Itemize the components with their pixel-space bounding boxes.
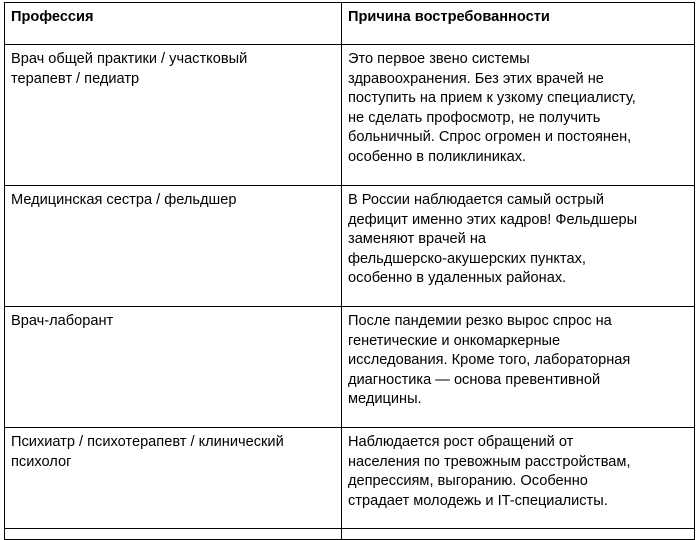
- table-row: [5, 186, 695, 307]
- table-row: [5, 45, 695, 186]
- profession-text: Психиатр / психотерапевт / клинический психолог: [11, 434, 284, 470]
- professions-table: [4, 2, 695, 540]
- header-profession: Профессия: [5, 3, 342, 45]
- table-row: [5, 307, 695, 428]
- reason-text: Это первое звено системы здравоохранения. Без этих врачей не поступить на прием к узкому специалисту, не сделать профосмотр, не получить больничный. Спрос огромен и постоянен, особенно в поликлиниках.: [348, 51, 636, 165]
- profession-cell: [5, 186, 342, 307]
- reason-cell: [342, 307, 695, 428]
- profession-cell: [5, 307, 342, 428]
- profession-cell: [5, 45, 342, 186]
- reason-text: В России наблюдается самый острый дефицит именно этих кадров! Фельдшеры заменяют врачей на фельдшерско-акушерских пунктах, особенно в удаленных районах.: [348, 192, 638, 287]
- profession-text: Врач общей практики / участковый терапевт / педиатр: [11, 51, 248, 87]
- header-reason: Причина востребованности: [342, 3, 695, 45]
- reason-text: Наблюдается рост обращений от населения по тревожным расстройствам, депрессиям, выгоранию. Особенно страдает молодежь и IT-специалисты.: [348, 434, 631, 509]
- reason-cell: [342, 428, 695, 529]
- profession-text: Врач-лаборант: [11, 313, 114, 329]
- reason-text: После пандемии резко вырос спрос на генетические и онкомаркерные исследования. Кроме того, лабораторная диагностика — основа превентивной медицины.: [348, 313, 631, 408]
- empty-cell: [342, 529, 695, 540]
- reason-cell: [342, 186, 695, 307]
- reason-cell: [342, 45, 695, 186]
- table-header-row: [5, 3, 695, 45]
- table-row-partial: [5, 529, 695, 540]
- table-row: [5, 428, 695, 529]
- profession-text: Медицинская сестра / фельдшер: [11, 192, 237, 208]
- empty-cell: [5, 529, 342, 540]
- profession-cell: [5, 428, 342, 529]
